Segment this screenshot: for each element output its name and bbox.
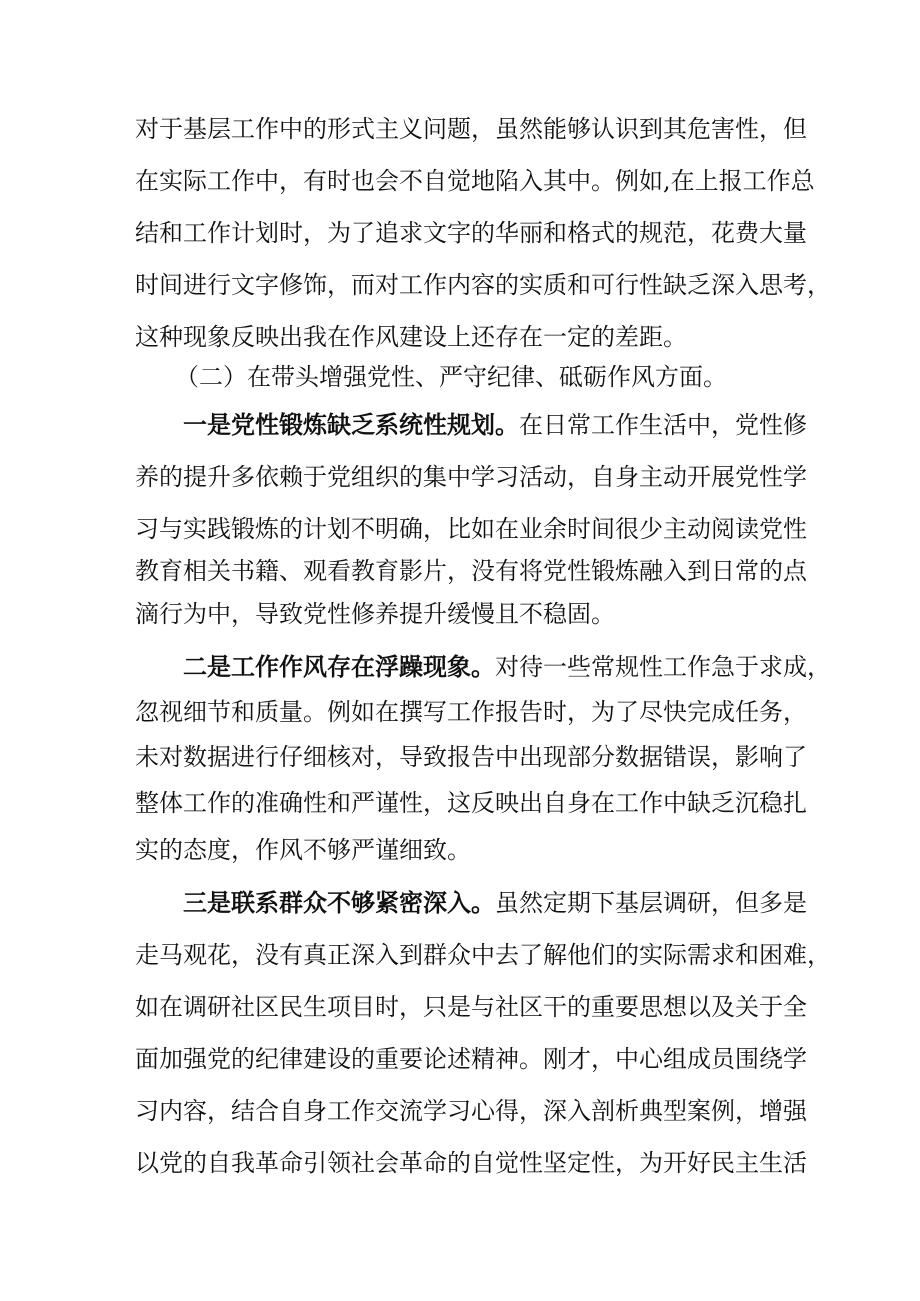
text-span: 虽然定期下基层调研，但多是 bbox=[495, 889, 807, 917]
text-line: 时间进行文字修饰，而对工作内容的实质和可行性缺乏深入思考， bbox=[135, 271, 831, 299]
point-title: 一是党性锻炼缺乏系统性规划。 bbox=[183, 410, 519, 439]
text-line: 走马观花，没有真正深入到群众中去了解他们的实际需求和困难， bbox=[135, 941, 831, 969]
text-span: 在日常工作生活中，党性修 bbox=[519, 411, 807, 439]
text-line: 习内容，结合自身工作交流学习心得，深入剖析典型案例，增强 bbox=[135, 1097, 807, 1125]
text-line: 以党的自我革命引领社会革命的自觉性坚定性，为开好民主生活 bbox=[135, 1149, 807, 1177]
text-line: 滴行为中，导致党性修养提升缓慢且不稳固。 bbox=[135, 600, 615, 628]
text-line: 结和工作计划时，为了追求文字的华丽和格式的规范，花费大量 bbox=[135, 219, 807, 247]
text-line: 在实际工作中，有时也会不自觉地陷入其中。例如,在上报工作总 bbox=[135, 167, 815, 195]
text-line: 实的态度，作风不够严谨细致。 bbox=[135, 836, 471, 864]
text-line bbox=[183, 886, 807, 920]
text-line bbox=[183, 408, 807, 442]
point-title: 二是工作作风存在浮躁现象。 bbox=[183, 652, 495, 681]
text-line: 养的提升多依赖于党组织的集中学习活动，自身主动开展党性学 bbox=[135, 463, 807, 491]
text-line: 这种现象反映出我在作风建设上还存在一定的差距。 bbox=[135, 323, 687, 351]
section-heading: （二）在带头增强党性、严守纪律、砥砺作风方面。 bbox=[175, 363, 727, 391]
text-span: 对待一些常规性工作急于求成， bbox=[495, 653, 831, 681]
text-line: 如在调研社区民生项目时，只是与社区干的重要思想以及关于全 bbox=[135, 993, 807, 1021]
text-line: 整体工作的准确性和严谨性，这反映出自身在工作中缺乏沉稳扎 bbox=[135, 789, 807, 817]
text-line bbox=[183, 650, 831, 684]
text-line: 面加强党的纪律建设的重要论述精神。刚才，中心组成员围绕学 bbox=[135, 1045, 807, 1073]
point-title: 三是联系群众不够紧密深入。 bbox=[183, 888, 495, 917]
text-line: 对于基层工作中的形式主义问题，虽然能够认识到其危害性，但 bbox=[135, 115, 807, 143]
text-line: 习与实践锻炼的计划不明确，比如在业余时间很少主动阅读党性 bbox=[135, 515, 807, 543]
text-line: 教育相关书籍、观看教育影片，没有将党性锻炼融入到日常的点 bbox=[135, 557, 807, 585]
text-line: 未对数据进行仔细核对，导致报告中出现部分数据错误，影响了 bbox=[135, 743, 807, 771]
text-line: 忽视细节和质量。例如在撰写工作报告时，为了尽快完成任务， bbox=[135, 698, 807, 726]
